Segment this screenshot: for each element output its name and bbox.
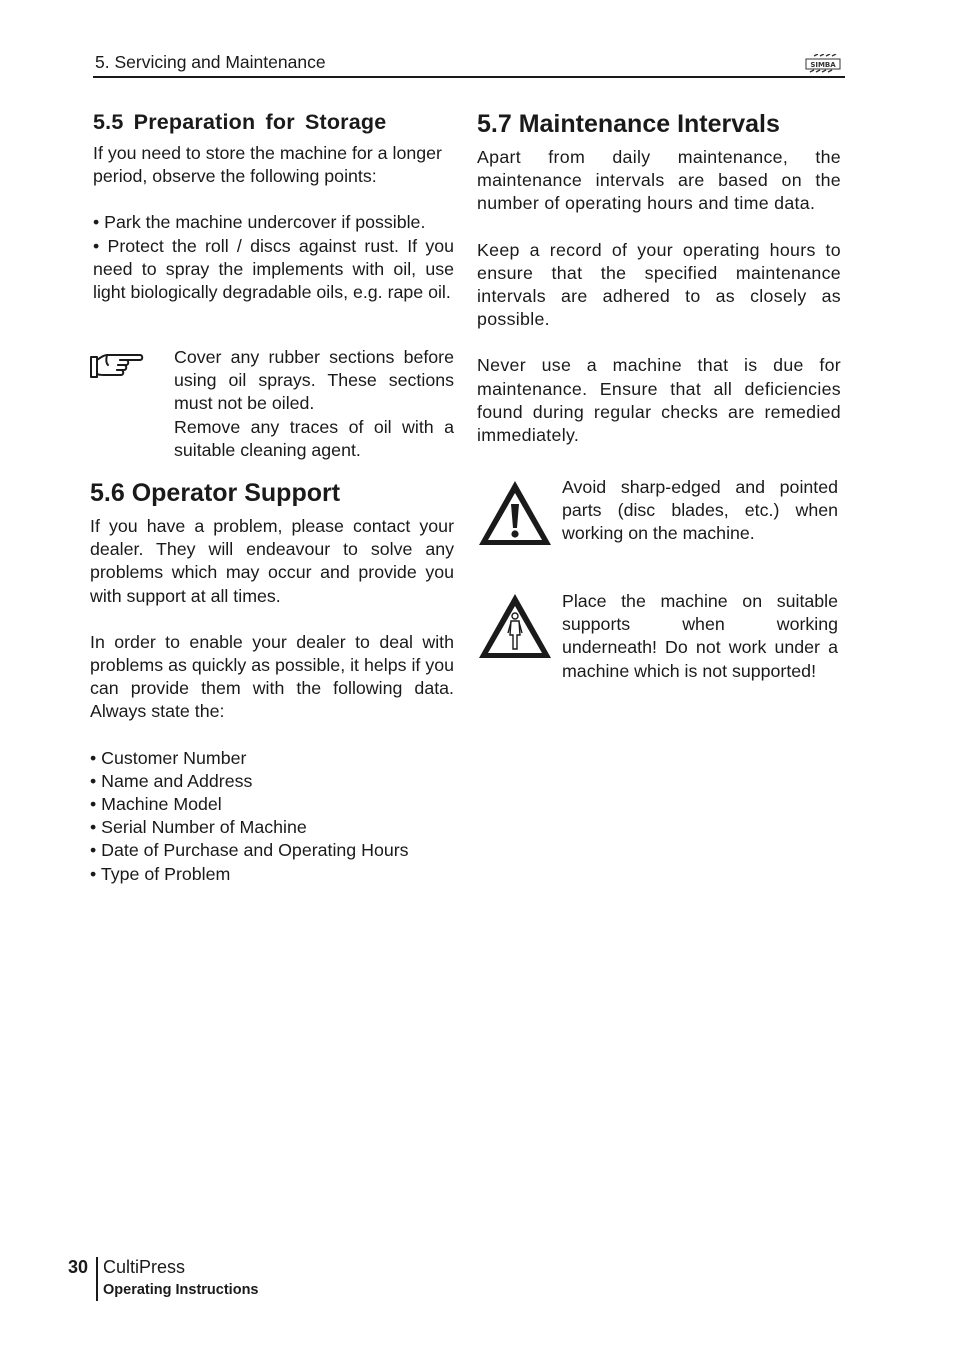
footer-doc-type: Operating Instructions (103, 1282, 259, 1298)
storage-bullet-protect: • Protect the roll / discs against rust. If you need to spray the implements with oil, use light biologically degradable oils, e.g. rape oil. (93, 235, 454, 303)
support-body (90, 515, 454, 886)
pointing-hand-icon (90, 352, 144, 380)
page-number: 30 (68, 1257, 89, 1277)
intervals-para-record: Keep a record of your operating hours to ensure that the specified maintenance intervals are adhered to as closely as possible. (477, 239, 841, 330)
storage-body (93, 142, 454, 304)
intervals-para-never: Never use a machine that is due for maintenance. Ensure that all deficiencies found during regular checks are remedied immediately. (477, 355, 841, 446)
intervals-body (477, 146, 841, 447)
intervals-para-daily: Apart from daily maintenance, the maintenance intervals are based on the number of operating hours and time data. (477, 147, 841, 214)
support-item: • Customer Number (90, 747, 247, 768)
storage-intro: If you need to store the machine for a longer period, observe the following points: (93, 143, 442, 187)
storage-heading: 5.5 Preparation for Storage (93, 110, 387, 134)
svg-text:SIMBA: SIMBA (810, 61, 836, 69)
warning-person-icon (476, 591, 554, 661)
warning-sharp-edges: Avoid sharp-edged and pointed parts (disc blades, etc.) when working on the machine. (562, 477, 838, 544)
warning-supports: Place the machine on suitable supports when working underneath! Do not work under a machine which is not supported! (562, 591, 838, 681)
footer-product: CultiPress (103, 1257, 186, 1277)
storage-note-rubber: Cover any rubber sections before using oil sprays. These sections must not be oiled. (174, 347, 454, 414)
footer-divider (96, 1257, 98, 1301)
support-item: • Machine Model (90, 794, 222, 815)
support-heading: 5.6 Operator Support (90, 479, 341, 507)
storage-note (174, 346, 454, 462)
header-rule (93, 76, 845, 78)
support-item: • Name and Address (90, 770, 253, 791)
warning-exclamation-icon (476, 478, 554, 548)
support-para-data: In order to enable your dealer to deal with problems as quickly as possible, it helps if you can provide them with the following data. Always state the: (90, 631, 454, 722)
storage-bullet-park: • Park the machine undercover if possible. (93, 212, 426, 233)
running-header: 5. Servicing and Maintenance (95, 52, 326, 72)
storage-note-clean: Remove any traces of oil with a suitable cleaning agent. (174, 416, 454, 460)
support-item: • Type of Problem (90, 863, 231, 884)
intervals-heading: 5.7 Maintenance Intervals (477, 110, 780, 138)
simba-logo (805, 54, 841, 74)
support-item: • Date of Purchase and Operating Hours (90, 840, 409, 861)
support-para-contact: If you have a problem, please contact your dealer. They will endeavour to solve any problems which may occur and provide you with support at all times. (90, 516, 454, 606)
support-item: • Serial Number of Machine (90, 817, 307, 838)
